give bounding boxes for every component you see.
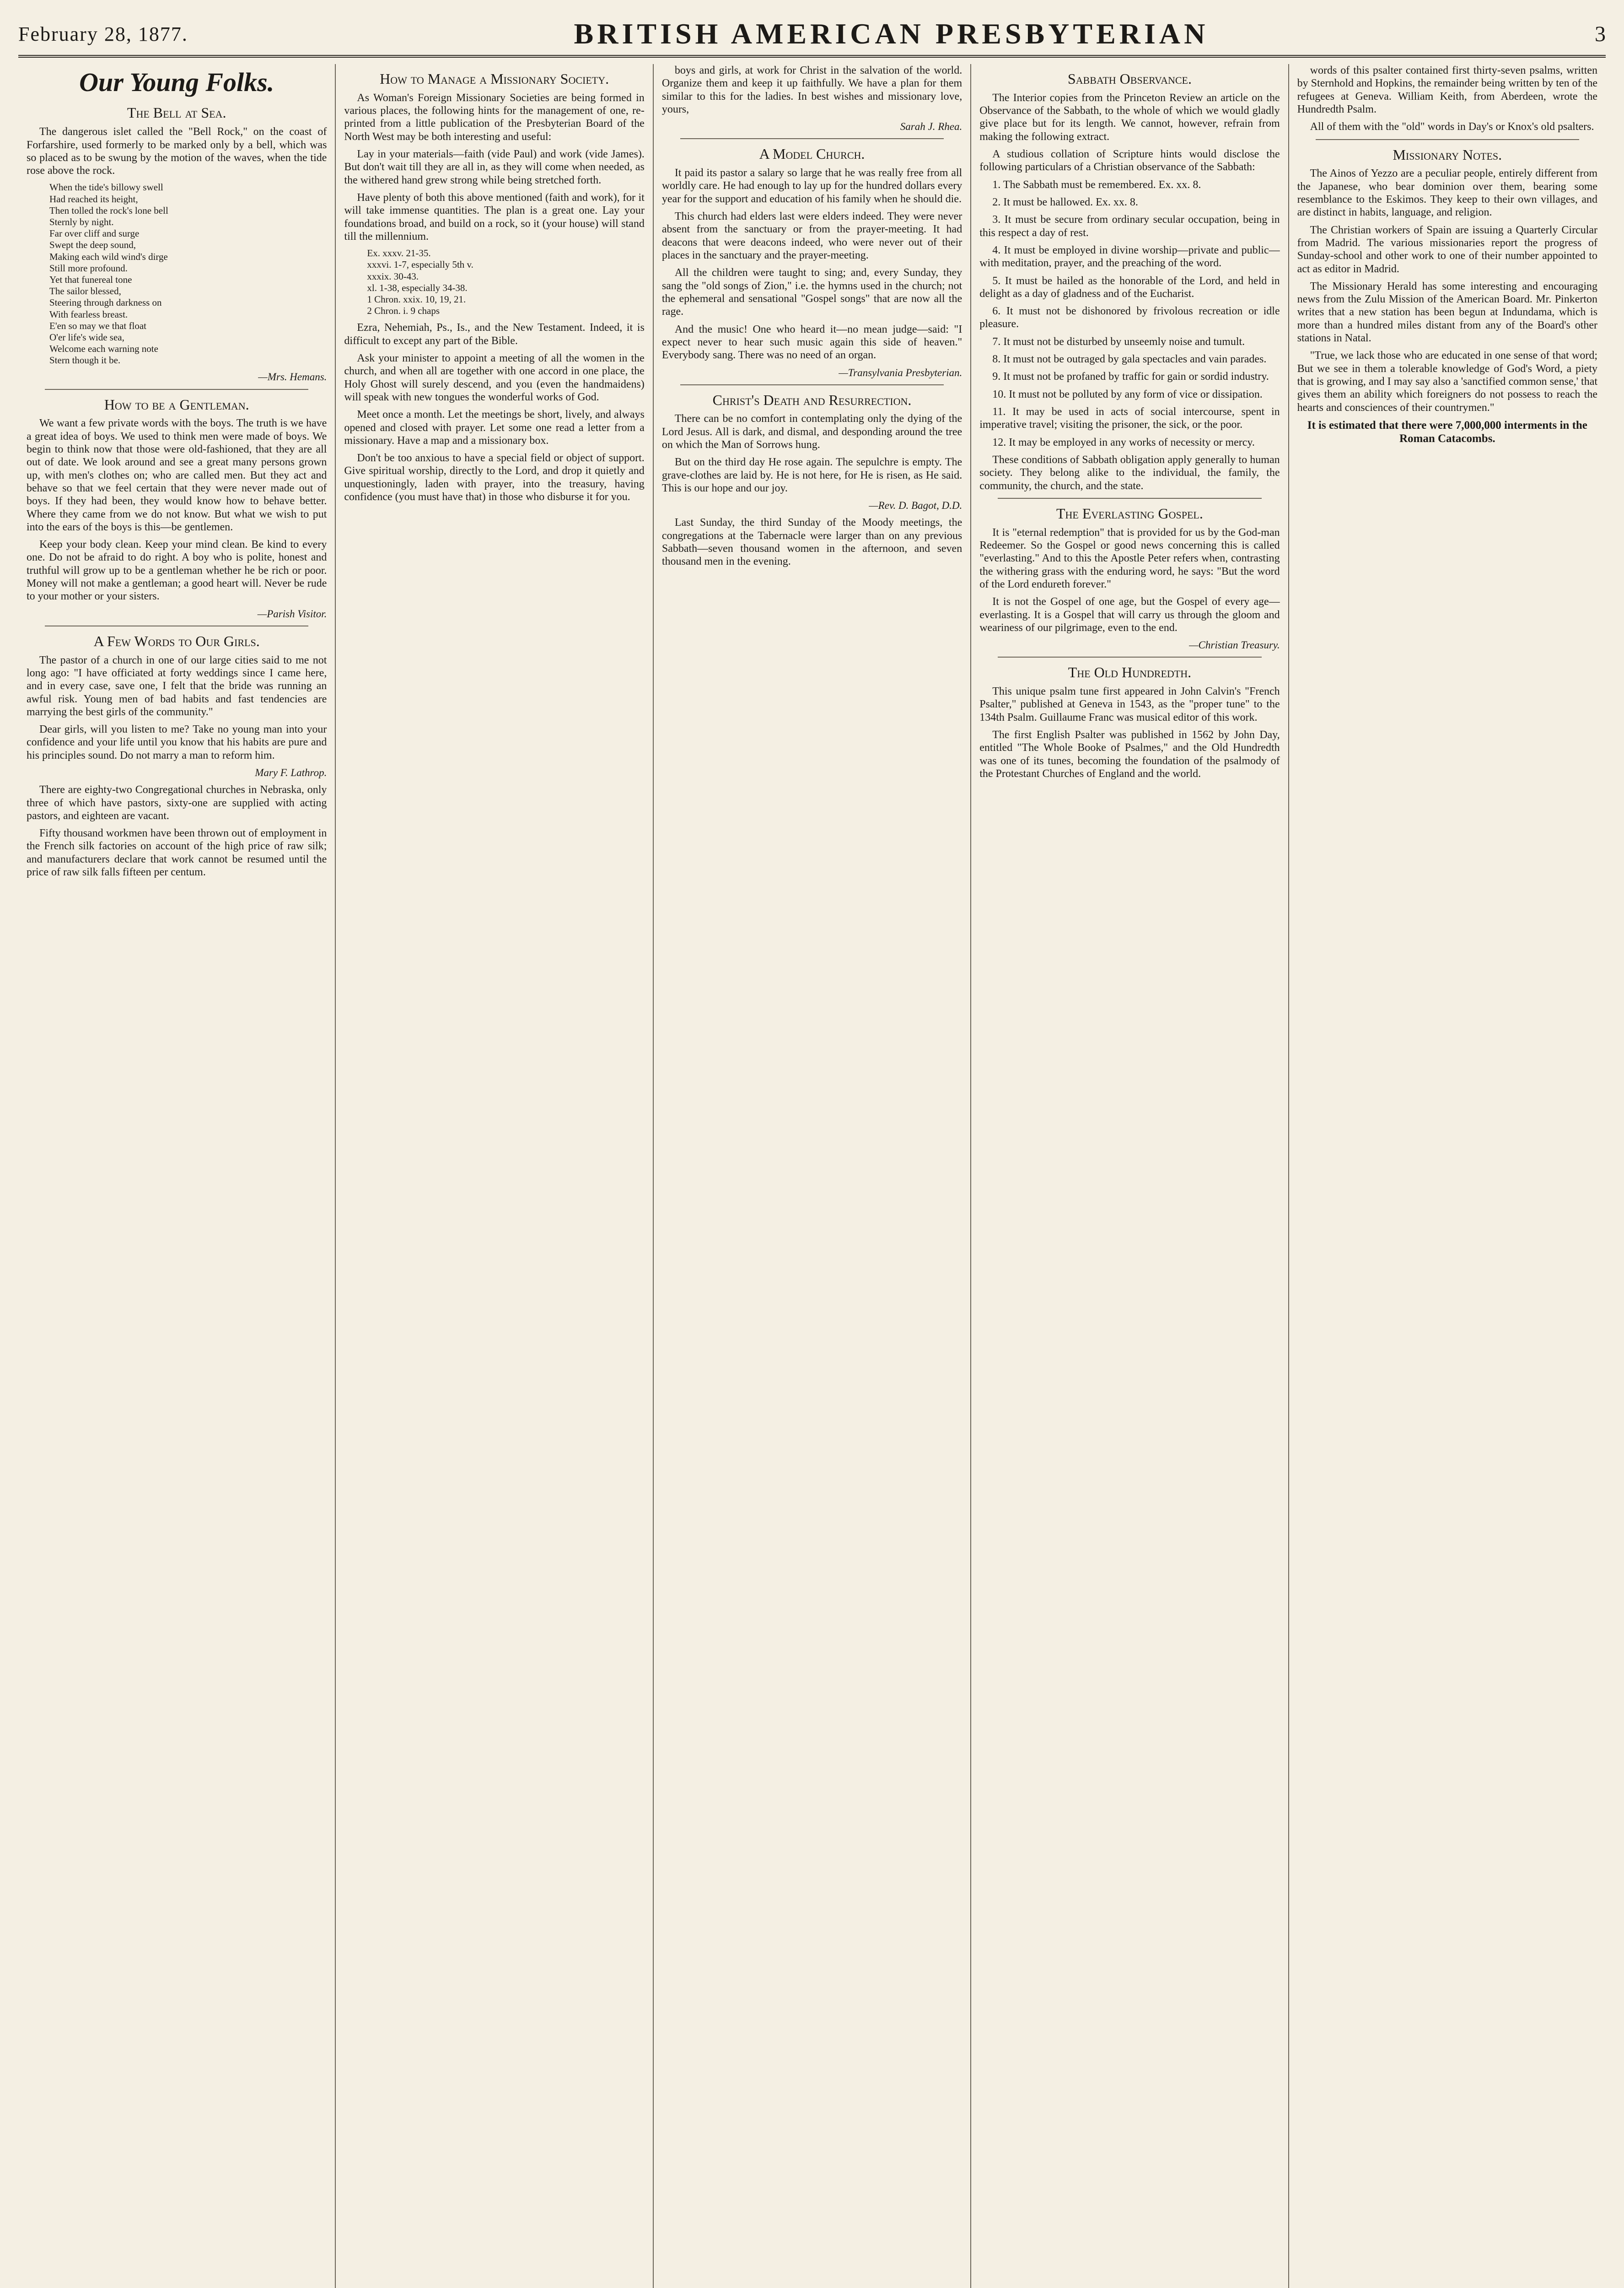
- column-5: [1289, 64, 1606, 2288]
- sabbath-list-item: 12. It may be employed in any works of necessity or mercy.: [992, 436, 1255, 448]
- girls-paragraph-2: Dear girls, will you listen to me? Take no young man into your confidence and your life until you know that his habits are pure and his principles sound. Do not marry a man to reform him.: [27, 723, 327, 761]
- sabbath-paragraph-2: A studious collation of Scripture hints would disclose the following particulars of a Christian observance of the Sabbath:: [979, 148, 1280, 173]
- sabbath-list-item: 10. It must not be polluted by any form of vice or dissipation.: [992, 388, 1263, 400]
- moody-meetings-note: Last Sunday, the third Sunday of the Moody meetings, the congregations at the Tabernacle were larger than on any previous Sabbath—seven thousand women in the afternoon, and seven thousand men in the evening.: [661, 517, 963, 568]
- newspaper-title: BRITISH AMERICAN PRESBYTERIAN: [574, 17, 1209, 50]
- sabbath-list-item: 6. It must not be dishonored by frivolous recreation or idle pleasure.: [979, 305, 1280, 330]
- missionary-note-quote: "True, we lack those who are educated in one sense of that word; But we see in them a tolerable knowledge of God's Word, a piety that is growing, and I may say also a 'sanctified common sense,' that gives them an ability which foreigners do not possess to reach the hearts and consciences of their countrymen.": [1297, 350, 1598, 414]
- divider: [998, 498, 1261, 499]
- girls-author: Mary F. Lathrop.: [255, 767, 327, 779]
- article-title-everlasting-gospel: The Everlasting Gospel.: [1056, 505, 1203, 522]
- hundredth-paragraph-2: The first English Psalter was published in 1562 by John Day, entitled "The Whole Booke of Psalmes," and the Old Hundredth was one of its tunes, becoming the foundation of the psalmody of the Protestant Churches of England and the world.: [979, 728, 1280, 780]
- article-title-gentleman: How to be a Gentleman.: [104, 396, 249, 413]
- model-church-source: —Transylvania Presbyterian.: [839, 367, 963, 378]
- bell-intro: The dangerous islet called the "Bell Rock," on the coast of Forfarshire, used formerly to be marked only by a bell, which was so placed as to be swung by the motion of the waves, when the tide rose above the rock.: [27, 126, 327, 177]
- everlasting-source: —Christian Treasury.: [1189, 639, 1280, 651]
- divider: [45, 389, 308, 390]
- sabbath-list: [979, 178, 1280, 449]
- congregational-note: There are eighty-two Congregational churches in Nebraska, only three of which have pastors, sixty-one are supplied with acting pastors, and eighteen are vacant.: [27, 784, 327, 822]
- missionary-note-spain: The Christian workers of Spain are issuing a Quarterly Circular from Madrid. The various missionaries report the progress of Sunday-school and other work to one of their number appointed to act as editor in Madrid.: [1297, 224, 1598, 275]
- sabbath-list-item: 2. It must be hallowed. Ex. xx. 8.: [992, 196, 1138, 208]
- page-number: 3: [1595, 22, 1606, 46]
- christ-author: —Rev. D. Bagot, D.D.: [869, 500, 963, 512]
- scripture-references: Ex. xxxv. 21-35. xxxvi. 1-7, especially 5th v. xxxix. 30-43. xl. 1-38, especially 34-38. 1 Chron. xxix. 10, 19, 21. 2 Chron. i. 9 chaps: [367, 248, 473, 317]
- bell-poem: When the tide's billowy swell Had reached its height, Then tolled the rock's lone bell Sternly by night. Far over cliff and surge Swept the deep sound, Making each wild wind's dirge Still more profound. Yet that funereal tone The sailor blessed, Steering through darkness on With fearless breast. E'en so may we that float O'er life's wide sea, Welcome each warning note Stern though it be.: [49, 182, 168, 366]
- missionary-note-ainos: The Ainos of Yezzo are a peculiar people, entirely different from the Japanese, who bear dominion over them, bearing some resemblance to the Eskimos. They keep to their own villages, and are distinct in habits, language, and religion.: [1297, 167, 1598, 219]
- article-title-model-church: A Model Church.: [759, 146, 865, 162]
- bell-author: —Mrs. Hemans.: [258, 371, 327, 383]
- sabbath-list-item: 4. It must be employed in divine worship—private and public—with meditation, prayer, and the preaching of the word.: [979, 244, 1280, 270]
- missionary-society-paragraph-7: Don't be too anxious to have a special field or object of support. Give spiritual worship, directly to the Lord, and drop it quietly and unquestioningly, laden with prayer, into the treasury, having confidence (you must have that) in those who disburse it for you.: [344, 452, 645, 503]
- missionary-society-paragraph-3: Have plenty of both this above mentioned (faith and work), for it will take immense quantities. The plan is a great one. Lay your foundations broad, and build on a rock, so it (your house) will stand till the millennium.: [344, 191, 645, 243]
- divider: [680, 138, 944, 139]
- hundredth-continued-2: All of them with the "old" words in Day's or Knox's old psalters.: [1310, 121, 1594, 133]
- everlasting-paragraph-1: It is "eternal redemption" that is provided for us by the God-man Redeemer. So the Gospel or good news concerning this is called "everlasting." And to this the Apostle Peter refers when, contrasting the withering grass with the enduring word, he says: "But the word of the Lord endureth forever.": [979, 526, 1280, 590]
- column-3: [654, 64, 971, 2288]
- gentleman-paragraph-1: We want a few private words with the boys. The truth is we have a great idea of boys. We used to think men were made of boys. We begin to think now that those were old-fashioned, that they are all out of date. We look around and see a great many persons grown up, with men's clothes on; who are called men. But they act and behave so that we feel certain that they were never made out of boys. If they had been, they would know how to behave better. Where they came from we do not know. But what we wish to put into the ears of the boys is this—be gentlemen.: [27, 417, 327, 533]
- article-title-bell-at-sea: The Bell at Sea.: [127, 104, 226, 121]
- issue-date: February 28, 1877.: [18, 22, 188, 45]
- model-church-paragraph-4: And the music! One who heard it—no mean judge—said: "I expect never to hear such music again this side of heaven." Everybody sang. There was no need of an organ.: [661, 323, 963, 362]
- missionary-society-paragraph-6: Meet once a month. Let the meetings be short, lively, and always opened and closed with prayer. Let some one read a letter from a missionary. Have a map and a missionary box.: [344, 409, 645, 447]
- article-title-sabbath: Sabbath Observance.: [1067, 70, 1192, 87]
- column-4: [971, 64, 1289, 2288]
- sabbath-paragraph-1: The Interior copies from the Princeton Review an article on the Observance of the Sabbath, to the whole of which we would gladly give place but for its length. We cannot, however, refrain from making the following extract.: [979, 92, 1280, 143]
- article-title-missionary-notes: Missionary Notes.: [1393, 146, 1502, 163]
- article-title-girls: A Few Words to Our Girls.: [93, 632, 260, 649]
- divider: [998, 657, 1261, 658]
- column-1: [18, 64, 336, 2288]
- column-2: [336, 64, 653, 2288]
- masthead: [18, 13, 1606, 58]
- sabbath-list-item: 5. It must be hailed as the honorable of the Lord, and held in delight as a day of gladness and of the Eucharist.: [979, 275, 1280, 300]
- article-title-missionary-society: How to Manage a Missionary Society.: [380, 70, 609, 87]
- column-grid: [18, 64, 1606, 2288]
- sabbath-list-item: 3. It must be secure from ordinary secular occupation, being in this respect a day of rest.: [979, 214, 1280, 239]
- hundredth-continued-1: words of this psalter contained first thirty-seven psalms, written by Sternhold and Hopkins, the remainder being written by ten of the refugees at Geneva. William Keith, from Aberdeen, wrote the Hundredth Psalm.: [1297, 65, 1598, 115]
- model-church-paragraph-1: It paid its pastor a salary so large that he was really free from all worldly care. He had enough to lay up for the hundred dollars every year for the support and education of his family when he should die.: [661, 167, 963, 205]
- everlasting-paragraph-2: It is not the Gospel of one age, but the Gospel of every age—everlasting. It is a Gospel that will carry us through the gloom and weariness of our pilgrimage, even to the end.: [979, 596, 1280, 634]
- divider: [1316, 139, 1579, 140]
- missionary-society-paragraph-4: Ezra, Nehemiah, Ps., Is., and the New Testament. Indeed, it is difficult to except any part of the Bible.: [344, 322, 645, 347]
- gentleman-source: —Parish Visitor.: [257, 608, 327, 620]
- model-church-paragraph-2: This church had elders last were elders indeed. They were never absent from the sanctuary or from the prayer-meeting. It had deacons that were deacons indeed, who were never out of their places in the sanctuary and the prayer-meeting.: [661, 210, 963, 261]
- christ-paragraph-2: But on the third day He rose again. The sepulchre is empty. The grave-clothes are laid by. He is not here, for He is risen, as He said. This is our hope and our joy.: [661, 456, 963, 494]
- sabbath-list-item: 7. It must not be disturbed by unseemly noise and tumult.: [992, 335, 1245, 348]
- gentleman-paragraph-2: Keep your body clean. Keep your mind clean. Be kind to every one. Do not be afraid to do right. A boy who is polite, honest and truthful will grow up to be a gentleman whether he be rich or poor. Money will not make a gentleman; a good heart will. Never be rude to your mother or your sisters.: [27, 539, 327, 603]
- sabbath-list-item: 8. It must not be outraged by gala spectacles and vain parades.: [992, 353, 1267, 366]
- article-title-old-hundredth: The Old Hundredth.: [1068, 664, 1192, 681]
- hundredth-paragraph-1: This unique psalm tune first appeared in John Calvin's "French Psalter," published at Geneva in 1543, as the "proper tune" to the 134th Psalm. Guillaume Franc was musical editor of this work.: [979, 685, 1280, 723]
- sabbath-list-item: 1. The Sabbath must be remembered. Ex. xx. 8.: [992, 178, 1201, 191]
- section-heading-young-folks: Our Young Folks.: [79, 67, 274, 97]
- divider: [680, 384, 944, 385]
- missionary-society-paragraph-1: As Woman's Foreign Missionary Societies are being formed in various places, the following hints for the management of one, re-printed from a little publication of the Presbyterian Board of the North West may be both interesting and useful:: [344, 92, 645, 143]
- missionary-society-continued: boys and girls, at work for Christ in the salvation of the world. Organize them and keep it up faithfully. We have a plan for them similar to this for the ladies. In best wishes and missionary love, yours,: [661, 65, 963, 115]
- missionary-note-zulu: The Missionary Herald has some interesting and encouraging news from the Zulu Mission of the American Board. Mr. Pinkerton writes that a new station has been begun at Indundama, which is more than a hundred miles distant from any of the Board's other stations in Natal.: [1297, 280, 1598, 345]
- sabbath-list-item: 11. It may be used in acts of social intercourse, spent in imperative travel; visiting the prisoner, the sick, or the poor.: [979, 406, 1280, 431]
- sabbath-paragraph-3: These conditions of Sabbath obligation apply generally to human society. They belong alike to the individual, the family, the community, the church, and the state.: [979, 453, 1280, 492]
- sabbath-list-item: 9. It must not be profaned by traffic for gain or sordid industry.: [992, 371, 1269, 383]
- silk-workers-note: Fifty thousand workmen have been thrown out of employment in the French silk factories on account of the high price of raw silk; and manufacturers declare that work cannot be resumed until the price of raw silk falls fifteen per centum.: [27, 827, 327, 879]
- model-church-paragraph-3: All the children were taught to sing; and, every Sunday, they sang the "old songs of Zion," i.e. the hymns used in the church; not the ephemeral and sensational "Gospel songs" that are now all the rage.: [661, 267, 963, 318]
- missionary-society-signature: Sarah J. Rhea.: [900, 121, 963, 133]
- missionary-society-paragraph-2: Lay in your materials—faith (vide Paul) and work (vide James). But don't wait till they are all in, as they will come when needed, as the withered hand grew strong while being stretched forth.: [344, 148, 645, 186]
- article-title-christs-death: Christ's Death and Resurrection.: [712, 391, 912, 408]
- missionary-society-paragraph-5: Ask your minister to appoint a meeting of all the women in the church, and when all are together with one accord in one place, the Holy Ghost will surely descend, and you (even the handmaidens) will speak with new tongues the wonderful works of God.: [344, 352, 645, 403]
- girls-paragraph-1: The pastor of a church in one of our large cities said to me not long ago: "I have officiated at forty weddings since I came here, and in every case, save one, I felt that the bride was running an awful risk. Young men of bad habits and fast tendencies are marrying the best girls of the community.": [27, 654, 327, 718]
- catacombs-note: It is estimated that there were 7,000,000 interments in the Roman Catacombs.: [1307, 419, 1587, 445]
- christ-paragraph-1: There can be no comfort in contemplating only the dying of the Lord Jesus. All is dark, and dismal, and desponding around the tree on which the Man of Sorrows hung.: [661, 413, 963, 451]
